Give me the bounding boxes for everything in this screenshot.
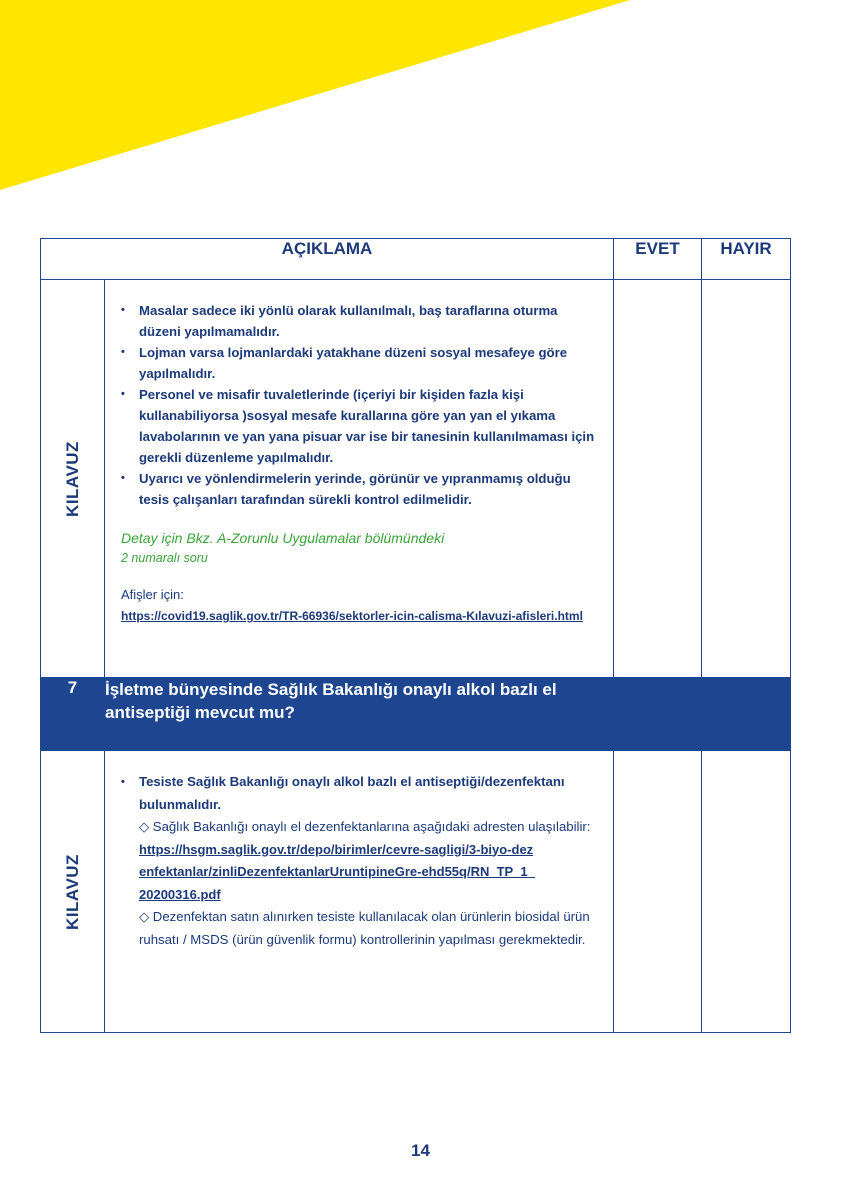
question-row <box>41 678 791 751</box>
table-header-row <box>41 239 791 280</box>
guide-bullet-list <box>121 300 597 510</box>
yes-checkbox-cell[interactable] <box>614 280 702 678</box>
no-checkbox-cell-2[interactable] <box>702 751 791 1033</box>
no-checkbox-cell[interactable] <box>702 280 791 678</box>
checklist-table <box>40 238 791 1033</box>
guide-bullet-3: • Personel ve misafir tuvaletlerinde (içeriyi bir kişiden fazla kişi kullanabiliyorsa )sosyal mesafe kurallarına göre yan yan el yıkama lavabolarının ve yan yana pisuar var ise bir tanesinin kullanılmaması için gerekli düzenleme yapılmalıdır. <box>121 384 597 468</box>
header-description: AÇIKLAMA <box>41 239 614 280</box>
dezenfektan-note-2: ◇ Dezenfektan satın alınırken tesiste kullanılacak olan ürünlerin biosidal ürün ruhsatı / MSDS (ürün güvenlik formu) kontrollerinin yapılması gerekmektedir. <box>139 909 590 947</box>
guide-label-cell <box>41 280 105 678</box>
question-text <box>105 678 791 751</box>
guide-label-2: KILAVUZ <box>62 853 82 930</box>
question-text-content: İşletme bünyesinde Sağlık Bakanlığı onaylı alkol bazlı el antiseptiği mevcut mu? <box>105 680 557 722</box>
guide-bullet-2: • Lojman varsa lojmanlardaki yatakhane düzeni sosyal mesafeye göre yapılmalıdır. <box>121 342 597 384</box>
detail-reference-line1: Detay için Bkz. A-Zorunlu Uygulamalar bölümündeki <box>121 530 445 546</box>
guide-bullet-4: • Uyarıcı ve yönlendirmelerin yerinde, görünür ve yıpranmamış olduğu tesis çalışanları tarafından sürekli kontrol edilmelidir. <box>121 468 597 510</box>
detail-reference <box>121 528 597 568</box>
dezenfektan-note-1: ◇ Sağlık Bakanlığı onaylı el dezenfektanlarına aşağıdaki adresten ulaşılabilir: <box>139 819 591 834</box>
guide2-bullet-text: Tesiste Sağlık Bakanlığı onaylı alkol bazlı el antiseptiği/dezenfektanı bulunmalıdır. <box>139 774 565 812</box>
guide-row-1 <box>41 280 791 678</box>
header-no: HAYIR <box>702 239 791 280</box>
guide-label: KILAVUZ <box>62 440 82 517</box>
dezenfektan-link[interactable]: https://hsgm.saglik.gov.tr/depo/birimler/cevre-sagligi/3-biyo-dezenfektanlar/zinliDezenfektanlarUruntipineGre-ehd55q/RN_TP_1_20200316.pdf <box>139 841 535 902</box>
guide-label-cell-2 <box>41 751 105 1033</box>
posters-label: Afişler için: <box>121 587 184 602</box>
guide-content-cell <box>105 280 614 678</box>
guide-content-cell-2 <box>105 751 614 1033</box>
guide-bullet-list-2 <box>121 771 597 951</box>
guide-bullet-1: • Masalar sadece iki yönlü olarak kullanılmalı, baş taraflarına oturma düzeni yapılmamalıdır. <box>121 300 597 342</box>
yes-checkbox-cell-2[interactable] <box>614 751 702 1033</box>
guide-row-2 <box>41 751 791 1033</box>
posters-link[interactable]: https://covid19.saglik.gov.tr/TR-66936/sektorler-icin-calisma-Kılavuzi-afisleri.html <box>121 609 583 623</box>
guide2-bullet <box>121 771 597 951</box>
yellow-corner-decoration <box>0 0 841 200</box>
page-number: 14 <box>411 1141 430 1160</box>
header-yes: EVET <box>614 239 702 280</box>
question-number: 7 <box>41 678 105 751</box>
detail-reference-line2: 2 numaralı soru <box>121 551 208 565</box>
